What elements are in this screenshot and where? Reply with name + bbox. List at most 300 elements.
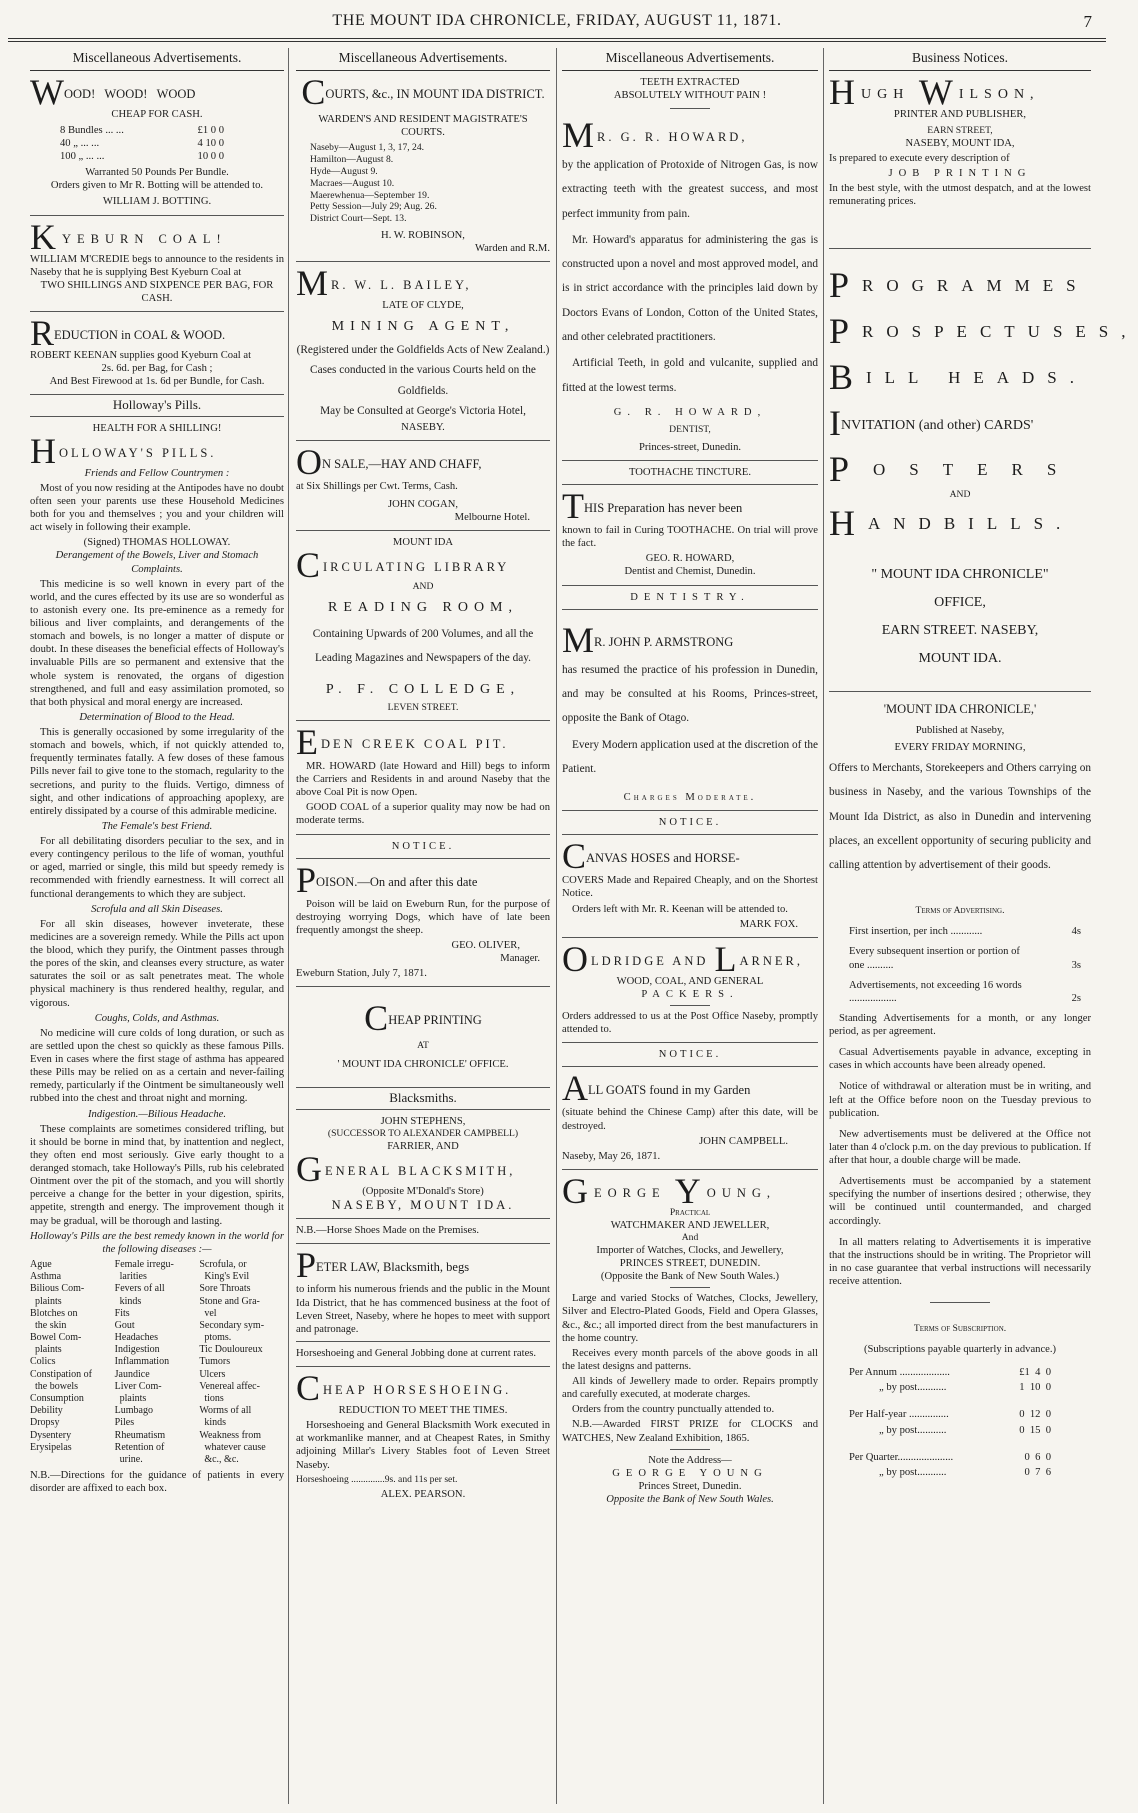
holloway-heading: Holloway's Pills are the best remedy known in the world for the following diseases :— (30, 1230, 284, 1255)
dentistry-body: has resumed the practice of his profession in Dunedin, and may be consulted at his Rooms, Princes-street, opposite the Bank of Otago. (562, 663, 818, 725)
subscription-label: „ by post........... (879, 1466, 947, 1478)
chronicle-published: Published at Naseby, (915, 724, 1005, 736)
kyeburn-ad (30, 216, 284, 306)
holloway-salute: Friends and Fellow Countrymen : (84, 467, 230, 479)
divider (562, 460, 818, 461)
eden-body-2: GOOD COAL of a superior quality may now be had on moderate terms. (296, 802, 550, 827)
library-ad (296, 536, 550, 714)
price-label: 8 Bundles ... ... (60, 124, 124, 136)
list-text: ANDBILLS. (868, 514, 1074, 534)
wood-title: OOD! WOOD! WOOD (63, 86, 196, 101)
disease-cell: Headaches (114, 1332, 158, 1344)
subscription-price: 0 7 6 (1024, 1466, 1051, 1478)
subscription-label: „ by post........... (879, 1424, 947, 1436)
courts-subtitle: WARDEN'S AND RESIDENT MAGISTRATE'S COURTS. (318, 113, 528, 138)
drop-cap: C (364, 998, 389, 1039)
list-prospectuses (829, 311, 1138, 352)
stephens-farrier: FARRIER, AND (387, 1140, 459, 1152)
office-line-4: MOUNT IDA. (918, 651, 1002, 667)
holloway-tagline: HEALTH FOR A SHILLING! (92, 422, 222, 434)
teeth-role: DENTIST, (669, 423, 711, 435)
teeth-body-2: Mr. Howard's apparatus for administering the gas is constructed upon a novel and most approved model, and is in strict accordance with the principles laid down by Doctors Evans of London, Cotton of the United States, and other celebrated practitioners. (562, 233, 818, 343)
disease-cell: Weakness from (199, 1429, 262, 1441)
disease-cell: whatever cause (199, 1441, 266, 1453)
printing-title: HEAP PRINTING (388, 1013, 482, 1028)
drop-cap: C (296, 544, 324, 585)
goats-title: LL GOATS found in my Garden (588, 1083, 751, 1098)
terms-value: 4s (1071, 926, 1081, 938)
disease-cell: Lumbago (114, 1405, 153, 1417)
canvas-body-2: Orders left with Mr. R. Keenan will be attended to. (572, 903, 788, 915)
kyeburn-title: YEBURN COAL! (62, 231, 227, 246)
disease-cell: Fevers of all (114, 1283, 165, 1295)
pearson-ad (296, 1368, 550, 1501)
oldridge-subtitle: WOOD, COAL, AND GENERAL (616, 975, 764, 987)
young-signature: GEORGE YOUNG (612, 1467, 768, 1479)
holloway-footer: N.B.—Directions for the guidance of patients in every disorder are affixed to each box. (30, 1470, 284, 1495)
eden-title: DEN CREEK COAL PIT. (321, 736, 509, 751)
disease-cell: ptoms. (199, 1332, 232, 1344)
oldridge-body: Orders addressed to us at the Post Office Naseby, promptly attended to. (562, 1011, 818, 1036)
office-line-1: " MOUNT IDA CHRONICLE" (871, 567, 1049, 583)
subscription-label: „ by post........... (879, 1382, 947, 1394)
disease-cell: Liver Com- (114, 1380, 162, 1392)
wilson-street: EARN STREET, (927, 124, 993, 136)
holloway-heading: Determination of Blood to the Head. (79, 711, 235, 723)
wood-prices (30, 124, 284, 163)
poison-title: OISON.—On and after this date (316, 874, 478, 889)
subscription-label: Per Quarter..................... (849, 1451, 954, 1463)
drop-cap: C (301, 71, 326, 112)
goats-ad (562, 1048, 818, 1163)
subscription-row (829, 1366, 1091, 1379)
printing-at: AT (417, 1040, 429, 1052)
holloway-heading: Scrofula and all Skin Diseases. (91, 903, 223, 915)
divider (296, 440, 550, 441)
disease-cell: Debility (30, 1405, 63, 1417)
divider (829, 691, 1091, 692)
canvas-ad (562, 836, 818, 931)
subscription-price: 0 15 0 (1019, 1424, 1051, 1436)
section-header: Miscellaneous Advertisements. (296, 48, 550, 71)
dentistry-ad (562, 591, 818, 805)
library-body: Containing Upwards of 200 Volumes, and all the Leading Magazines and Newspapers of the day. (312, 628, 534, 665)
terms-paragraph: Standing Advertisements for a month, or any longer period, as per agreement. (829, 1012, 1091, 1038)
masthead-rule (8, 38, 1106, 39)
holloway-ad (30, 422, 284, 1496)
price-value: £1 0 0 (197, 124, 224, 136)
disease-cell: Dropsy (30, 1417, 60, 1429)
tincture-body: known to fail in Curing TOOTHACHE. On trial will prove the fact. (562, 525, 818, 550)
disease-cell: urine. (114, 1453, 143, 1465)
young-body: Large and varied Stocks of Watches, Clocks, Jewellery, Silver and Electro-Plated Goods, Field and Opera Glasses, &c., &c.; all imported direct from the best manufacturers in the home country. (562, 1293, 818, 1344)
disease-cell: plaints (30, 1344, 62, 1356)
masthead-title: THE MOUNT IDA CHRONICLE, FRIDAY, AUGUST 11, 1871. (332, 12, 782, 29)
divider (296, 720, 550, 721)
wilson-place: NASEBY, MOUNT IDA, (905, 137, 1015, 149)
notice-heading: NOTICE. (391, 840, 455, 852)
divider (670, 1005, 710, 1006)
disease-cell: Bowel Com- (30, 1332, 82, 1344)
divider (562, 1066, 818, 1067)
price-value: 10 0 0 (197, 151, 224, 163)
column-3 (562, 48, 818, 1804)
young-opposite: (Opposite the Bank of New South Wales.) (600, 1271, 780, 1283)
goats-place: Naseby, May 26, 1871. (562, 1150, 661, 1162)
drop-cap: C (296, 1368, 324, 1409)
teeth-body: by the application of Protoxide of Nitrogen Gas, is now extracting teeth with the greatest success, and most perfect immunity from pain. (562, 158, 818, 220)
disease-cell: Jaundice (114, 1368, 150, 1380)
wood-note: Warranted 50 Pounds Per Bundle. (85, 167, 229, 179)
law-body: to inform his numerous friends and the public in the Mount Ida District, that he has commenced business at the foot of Leven Street, Naseby, where he hopes to meet with support and patronage. (296, 1284, 550, 1335)
disease-cell: Dysentery (30, 1429, 72, 1441)
poison-signature-title: Manager. (500, 953, 540, 965)
list-text: ROSPECTUSES, (862, 322, 1138, 342)
poison-ad (296, 859, 550, 981)
office-line-2: OFFICE, (934, 595, 986, 611)
holloway-title: OLLOWAY'S PILLS. (59, 445, 217, 460)
hay-title: N SALE,—HAY AND CHAFF, (322, 457, 482, 472)
wilson-name-2: ILSON, (958, 86, 1040, 102)
disease-cell: Erysipelas (30, 1441, 72, 1453)
hay-body: at Six Shillings per Cwt. Terms, Cash. (296, 481, 458, 493)
divider (296, 1218, 550, 1219)
young-address-note: Note the Address— (648, 1454, 732, 1466)
terms-heading: Terms of Advertising. (915, 905, 1005, 917)
subscription-note: (Subscriptions payable quarterly in advance.) (863, 1344, 1057, 1356)
library-head: MOUNT IDA (392, 536, 454, 548)
subscription-row (829, 1424, 1091, 1437)
teeth-title-2: ABSOLUTELY WITHOUT PAIN ! (613, 89, 767, 101)
subscription-row (829, 1408, 1091, 1421)
hay-ad (296, 442, 550, 523)
divider (670, 1287, 710, 1288)
stephens-successor: (SUCCESSOR TO ALEXANDER CAMPBELL) (327, 1127, 519, 1139)
oldridge-ad (562, 938, 818, 1037)
divider (930, 1302, 990, 1303)
column-4 (829, 48, 1138, 1804)
chronicle-body: Offers to Merchants, Storekeepers and Others carrying on business in Naseby, and the various Townships of the Mount Ida District, as also in Dunedin and intervening places, an excellent opportunity of securing publicity and calling attention by advertisement of their goods. (829, 762, 1091, 872)
tincture-signature-title: Dentist and Chemist, Dunedin. (624, 566, 756, 578)
column-1 (30, 48, 284, 1804)
bailey-role: MINING AGENT, (331, 318, 515, 334)
drop-cap: A (562, 1068, 588, 1109)
bailey-ad (296, 263, 550, 434)
wilson-ad (829, 71, 1091, 209)
drop-cap: E (296, 721, 321, 762)
drop-cap: P (829, 311, 863, 352)
disease-cell: &c., &c. (199, 1453, 239, 1465)
drop-cap: G (562, 1170, 594, 1211)
drop-cap: O (296, 442, 322, 483)
goats-head: NOTICE. (658, 1049, 722, 1061)
courts-ad (296, 71, 550, 256)
divider (296, 1366, 550, 1367)
wilson-body-2: In the best style, with the utmost despatch, and at the lowest remunerating prices. (829, 183, 1091, 208)
law-title: ETER LAW, Blacksmith, begs (316, 1260, 470, 1275)
hay-signature: JOHN COGAN, (387, 498, 459, 510)
holloway-signed: (Signed) THOMAS HOLLOWAY. (83, 537, 231, 549)
section-header: Blacksmiths. (296, 1087, 550, 1109)
printing-office: ' MOUNT IDA CHRONICLE' OFFICE. (337, 1059, 509, 1071)
holloway-heading: The Female's best Friend. (101, 820, 213, 832)
subscription-price: 0 12 0 (1019, 1409, 1051, 1421)
holloway-paragraph: For all debilitating disorders peculiar to the sex, and in every contingency perilous to the life of woman, youthful or aged, married or single, this mild but speedy remedy is recommended with friendly earnestness. It will correct all functional derangements to which they are subject. (30, 836, 284, 900)
chronicle-ad (829, 702, 1091, 877)
section-header: Miscellaneous Advertisements. (30, 48, 284, 71)
stephens-title: ENERAL BLACKSMITH, (325, 1163, 516, 1178)
disease-cell: Inflammation (114, 1356, 170, 1368)
young-title: EORGE (594, 1185, 666, 1200)
divider (670, 1449, 710, 1450)
drop-cap: M (562, 619, 595, 660)
drop-cap: O (562, 938, 591, 979)
divider (30, 215, 284, 216)
terms-paragraph: In all matters relating to Advertisements it is imperative that the instructions should be in writing. The Proprietor will in no case guarantee that verbal instructions will necessarily receive attention. (829, 1236, 1091, 1288)
library-signature: P. F. COLLEDGE, (325, 681, 521, 697)
bailey-cases: Cases conducted in the various Courts held on the Goldfields. (310, 364, 536, 397)
pearson-body: Horseshoeing and General Blacksmith Work executed in at workmanlike manner, and at Cheapest Rates, in Smithy adjoining Millar's Livery Stables foot of Leven Street Naseby. (296, 1420, 550, 1471)
court-date: Petty Session—July 29; Aug. 26. (310, 201, 437, 213)
courts-signature-title: Warden and R.M. (474, 243, 550, 255)
drop-cap: Y (674, 1170, 707, 1211)
dentistry-head: DENTISTRY. (630, 591, 750, 603)
column-rule (288, 48, 289, 1804)
divider (296, 261, 550, 262)
list-and: AND (949, 489, 971, 501)
hay-signature-place: Melbourne Hotel. (454, 511, 530, 523)
stephens-name: JOHN STEPHENS, (380, 1115, 466, 1127)
list-text: ROGRAMMES (862, 276, 1089, 296)
disease-cell: the bowels (30, 1380, 79, 1392)
terms-paragraph: Advertisements must be accompanied by a statement specifying the number of insertions desired ; otherwise, they will be continued until countermanded, and charged accordingly. (829, 1176, 1091, 1227)
holloway-heading: Indigestion.—Bilious Headache. (88, 1108, 226, 1120)
divider (670, 108, 710, 109)
young-address: PRINCES STREET, DUNEDIN. (619, 1258, 761, 1269)
disease-cell: Rheumatism (114, 1429, 166, 1441)
divider (296, 858, 550, 859)
disease-cell: Tumors (199, 1356, 231, 1368)
drop-cap: T (562, 486, 584, 527)
disease-cell: plaints (30, 1295, 62, 1307)
poison-body: Poison will be laid on Eweburn Run, for the purpose of destroying worrying Dogs, which have of late been frequently amongst the sheep. (296, 898, 550, 936)
disease-cell: Sore Throats (199, 1283, 251, 1295)
poison-signature: GEO. OLIVER, (451, 940, 520, 952)
disease-cell: Tic Douloureux (199, 1344, 263, 1356)
drop-cap: W (918, 71, 959, 112)
drop-cap: H (829, 503, 868, 544)
law-ad (296, 1245, 550, 1360)
wood-ad (30, 71, 284, 209)
disease-table (30, 1259, 284, 1466)
section-header: Business Notices. (829, 48, 1091, 71)
disease-cell: Female irregu- (114, 1258, 174, 1270)
disease-cell: Ulcers (199, 1368, 226, 1380)
drop-cap: B (829, 357, 867, 398)
disease-cell: Scrofula, or (199, 1258, 247, 1270)
subscription-row (829, 1466, 1091, 1479)
tincture-signature: GEO. R. HOWARD, (645, 553, 735, 565)
list-handbills (829, 503, 1091, 544)
drop-cap: R (30, 313, 55, 354)
disease-cell: King's Evil (199, 1271, 250, 1283)
teeth-name: R. G. R. HOWARD, (597, 129, 748, 144)
divider (562, 834, 818, 835)
printing-ad (296, 992, 550, 1081)
disease-cell: Secondary sym- (199, 1319, 265, 1331)
drop-cap: H (30, 430, 59, 471)
advertising-terms (829, 905, 1091, 1288)
chronicle-every: EVERY FRIDAY MORNING, (894, 741, 1026, 753)
stephens-ad (296, 1115, 550, 1238)
courts-title: OURTS, &c., IN MOUNT IDA DISTRICT. (325, 86, 545, 101)
young-note: N.B.—Awarded FIRST PRIZE for CLOCKS and WATCHES, New Zealand Exhibition, 1865. (562, 1419, 818, 1444)
canvas-title: ANVAS HOSES and HORSE- (586, 851, 740, 866)
wood-signature: WILLIAM J. BOTTING. (102, 196, 212, 208)
tincture-head: TOOTHACHE TINCTURE. (628, 466, 752, 478)
terms-label: First insertion, per inch ............ (849, 926, 983, 938)
notice-heading: NOTICE. (658, 817, 722, 829)
divider (296, 986, 550, 987)
pearson-price: Horseshoeing ..............9s. and 11s per set. (296, 1473, 458, 1485)
reduction-ad (30, 313, 284, 388)
subscription-price: £1 4 0 (1019, 1367, 1051, 1379)
eden-ad (296, 721, 550, 828)
holloway-intro: Most of you now residing at the Antipodes have no doubt often seen your parents use these Household Medicines both for you and themselves ; you and your children will act wisely in following their example. (30, 482, 284, 534)
list-text: ILL HEADS. (866, 368, 1087, 388)
pearson-signature: ALEX. PEARSON. (380, 1488, 466, 1500)
disease-cell: Worms of all (199, 1405, 252, 1417)
list-programmes (829, 265, 1091, 306)
wilson-body: Is prepared to execute every description of (829, 152, 1010, 164)
young-opposite-2: Opposite the Bank of New South Wales. (606, 1494, 774, 1505)
disease-cell: the skin (30, 1319, 67, 1331)
drop-cap: P (296, 1245, 317, 1286)
subscription-price: 0 6 0 (1024, 1451, 1051, 1463)
drop-cap: H (829, 71, 861, 112)
kyeburn-price: TWO SHILLINGS AND SIXPENCE PER BAG, FOR CASH. (40, 279, 274, 304)
price-label: 40 „ ... ... (60, 137, 100, 149)
court-date: Macraes—August 10. (310, 177, 395, 189)
divider (562, 937, 818, 938)
oldridge-title-2: ARNER, (739, 953, 803, 968)
disease-cell: kinds (114, 1295, 142, 1307)
subscription-row (829, 1381, 1091, 1394)
subscription-label: Per Annum ................... (849, 1367, 950, 1379)
terms-paragraph: New advertisements must be delivered at the Office not later than 4 o'clock p.m. on the day previous to publication. If after that hour, a double charge will be made. (829, 1128, 1091, 1167)
dentistry-charges: Charges Moderate. (623, 792, 757, 804)
oldridge-title: LDRIDGE AND (591, 953, 709, 968)
divider (562, 810, 818, 811)
subscription-row (829, 1451, 1091, 1464)
holloway-paragraph: This medicine is so well known in every part of the world, and the cures effected by its use are so wonderful as to astonish every one. Its pre-eminence as a remedy for bilious and liver complaints, and derangements of the stomach and bowels, is no longer a matter of dispute or doubt. In these diseases the beneficial effects of Holloway's invaluable Pills are so permanent and extensive that the whole system is renovated, the organs of digestion strengthened, and full and easy assimilation promoted, so that both physical and moral energy are increased. (30, 578, 284, 708)
poison-place: Eweburn Station, July 7, 1871. (296, 968, 427, 980)
disease-cell: kinds (199, 1417, 226, 1429)
subscription-heading: Terms of Subscription. (913, 1323, 1007, 1335)
bailey-registration: (Registered under the Goldfields Acts of New Zealand.) (296, 343, 550, 356)
disease-cell: Fits (114, 1307, 130, 1319)
court-date: Hamilton—August 8. (310, 153, 394, 165)
canvas-body: COVERS Made and Repaired Cheaply, and on the Shortest Notice. (562, 875, 818, 900)
drop-cap: M (296, 263, 332, 304)
drop-cap: G (296, 1148, 325, 1189)
section-header: Miscellaneous Advertisements. (562, 48, 818, 71)
drop-cap: K (30, 216, 62, 257)
teeth-title: TEETH EXTRACTED (640, 76, 740, 88)
drop-cap: M (562, 114, 598, 155)
teeth-signature: G. R. HOWARD, (613, 406, 767, 418)
kyeburn-body: WILLIAM M'CREDIE begs to announce to the residents in Naseby that he is supplying Best Kyeburn Coal at (30, 253, 284, 278)
holloway-heading: Coughs, Colds, and Asthmas. (94, 1012, 220, 1024)
holloway-paragraph: No medicine will cure colds of long duration, or such as are settled upon the chest so quickly as these famous Pills. Even in cases where the first stage of asthma has appeared these Pills may be relied on as a certain and never-failing remedy, particularly if the Ointment be simultaneously well rubbed into the chest and throat night and morning. (30, 1027, 284, 1105)
disease-cell: vel (199, 1307, 217, 1319)
young-body-3: All kinds of Jewellery made to order. Repairs promptly and carefully executed, at moderate charges. (562, 1376, 818, 1401)
divider (296, 530, 550, 531)
chronicle-title: 'MOUNT IDA CHRONICLE,' (883, 702, 1037, 717)
oldridge-subtitle-2: PACKERS. (641, 988, 739, 1000)
disease-cell: Blotches on (30, 1307, 78, 1319)
court-dates (296, 142, 550, 225)
drop-cap: P (829, 265, 863, 306)
bailey-title: R. W. L. BAILEY, (331, 278, 472, 293)
disease-cell: larities (114, 1271, 147, 1283)
holloway-paragraph: These complaints are sometimes considered trifling, but it should be borne in mind that, by inattention and neglect, they often end most seriously. Give early thought to a deranged stomach, take Holloway's Pills, rub his celebrated Ointment over the pit of the stomach, and you will shortly perceive a change for the better in your digestion, spirits, appetite, strength and energy. The improvement though it may be gradual, will be thorough and lasting. (30, 1123, 284, 1227)
reduction-price: 2s. 6d. per Bag, for Cash ; (101, 363, 213, 375)
disease-cell: Venereal affec- (199, 1380, 260, 1392)
disease-cell: Ague (30, 1258, 52, 1270)
disease-cell: Bilious Com- (30, 1283, 85, 1295)
divider (562, 1169, 818, 1170)
column-rule (556, 48, 557, 1804)
library-and: AND (412, 580, 434, 592)
divider (562, 585, 818, 586)
bailey-subtitle: LATE OF CLYDE, (382, 300, 464, 312)
divider (296, 1243, 550, 1244)
drop-cap: L (714, 938, 740, 979)
disease-cell: tions (199, 1393, 224, 1405)
subscription-label: Per Half-year ............... (849, 1409, 949, 1421)
young-and: And (681, 1231, 699, 1243)
eden-body: MR. HOWARD (late Howard and Hill) begs to inform the Carriers and Residents in and around Naseby that the above Coal Pit is now Open. (296, 760, 550, 799)
divider (829, 248, 1091, 249)
terms-label: Advertisements, not exceeding 16 words .................. (849, 979, 1022, 1004)
terms-paragraph: Casual Advertisements payable in advance, excepting in cases in which accounts have been already opened. (829, 1047, 1091, 1072)
goats-body: (situate behind the Chinese Camp) after this date, will be destroyed. (562, 1107, 818, 1132)
young-title-2: OUNG, (706, 1185, 777, 1200)
young-practical: Practical (669, 1206, 711, 1218)
disease-cell: Piles (114, 1417, 135, 1429)
library-title: IRCULATING LIBRARY (323, 559, 510, 574)
office-line-3: EARN STREET. NASEBY, (881, 623, 1039, 639)
young-address-2: Princes Street, Dunedin. (638, 1480, 742, 1492)
divider (562, 1042, 818, 1043)
wood-orders: Orders given to Mr R. Botting will be attended to. (50, 180, 264, 192)
pearson-subtitle: REDUCTION TO MEET THE TIMES. (338, 1405, 508, 1417)
reduction-body: ROBERT KEENAN supplies good Kyeburn Coal at (30, 350, 252, 362)
dentistry-title: R. JOHN P. ARMSTRONG (594, 634, 734, 649)
terms-value: 2s (1071, 992, 1081, 1004)
terms-value: 3s (1071, 959, 1081, 971)
drop-cap: I (829, 403, 841, 444)
disease-cell: Asthma (30, 1271, 62, 1283)
list-text: OSTERS (873, 460, 1081, 480)
price-value: 4 10 0 (197, 137, 224, 149)
list-invitation-cards (829, 403, 1091, 444)
subscription-price: 1 10 0 (1019, 1382, 1051, 1394)
printing-list (829, 265, 1138, 673)
masthead (0, 0, 1114, 34)
law-body-2: Horseshoeing and General Jobbing done at current rates. (296, 1347, 537, 1359)
